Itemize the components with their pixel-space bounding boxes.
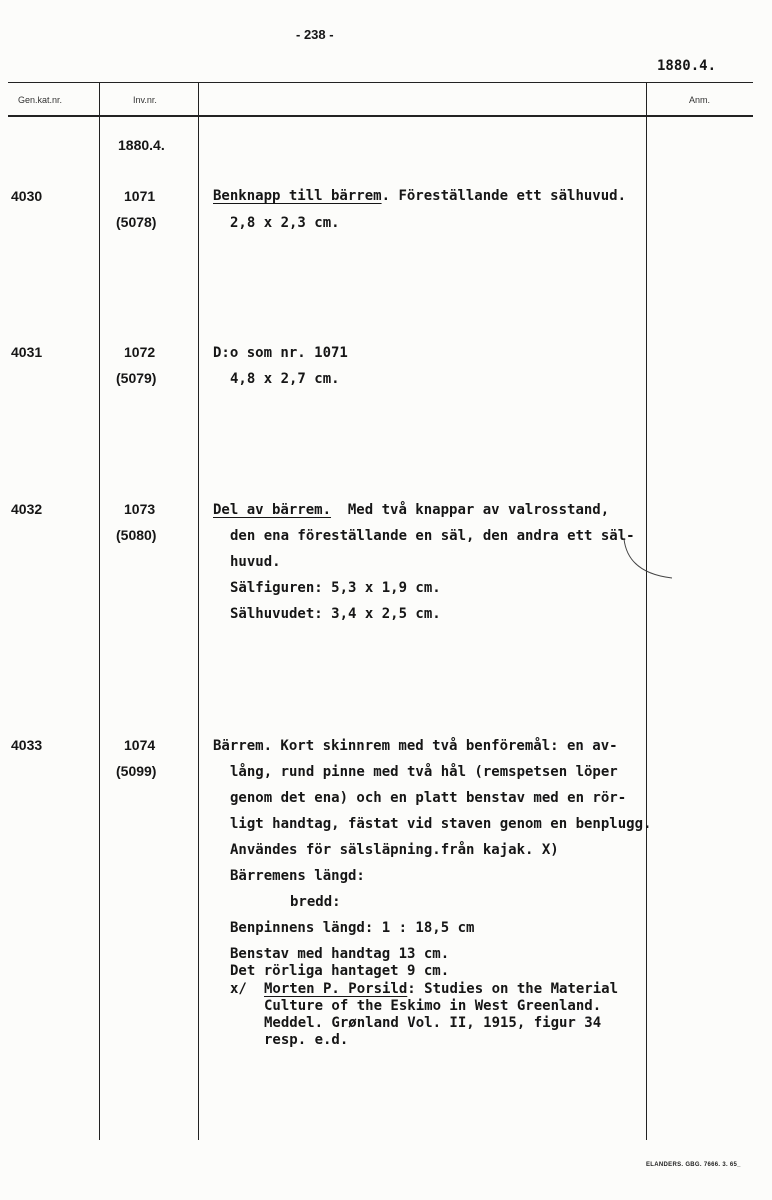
reference-title: : Studies on the Material: [407, 981, 619, 997]
old-inv-number: (5078): [116, 214, 157, 230]
entry-description: Användes för sälsläpning.från kajak. X): [230, 842, 559, 858]
inv-number: 1074: [124, 737, 156, 753]
gen-kat-number: 4032: [11, 501, 43, 517]
header-top-rule: [8, 82, 753, 83]
entry-measurement: Sälhuvudet: 3,4 x 2,5 cm.: [230, 606, 441, 622]
inv-number: 1072: [124, 344, 156, 360]
entry-measurement: Det rörliga hantaget 9 cm.: [230, 963, 450, 979]
column-divider-inv-text: [198, 82, 199, 1140]
entry-description: Bärrem. Kort skinnrem med två benföremål: en av-: [213, 738, 618, 754]
entry-measurement: Bärremens längd:: [230, 868, 365, 884]
footnote-reference: resp. e.d.: [264, 1032, 349, 1048]
reference-author: Morten P. Porsild: [264, 981, 408, 997]
entry-measurement: 4,8 x 2,7 cm.: [230, 371, 340, 387]
entry-description: Med två knappar av valrosstand,: [347, 502, 610, 518]
margin-pen-mark: [620, 535, 676, 580]
entry-description: den ena föreställande en säl, den andra ett säl-: [230, 528, 635, 544]
footnote-marker: x/: [230, 981, 247, 997]
entry-measurement: bredd:: [290, 894, 341, 910]
column-divider-text-anm: [646, 82, 647, 1140]
header-bottom-rule: [8, 115, 753, 117]
header-gen-kat-nr: Gen.kat.nr.: [18, 95, 63, 105]
page-number: - 238 -: [296, 27, 334, 42]
printer-imprint: ELANDERS. GBG. 7666. 3. 65_: [646, 1162, 741, 1168]
entry-measurement: 2,8 x 2,3 cm.: [230, 215, 340, 231]
old-inv-number: (5099): [116, 763, 157, 779]
entry-text-line: Benknapp till bärrem. Föreställande ett sälhuvud.: [213, 188, 627, 204]
page-year-marker: 1880.4.: [657, 58, 717, 74]
entry-text-line: [213, 502, 609, 518]
entry-measurement: Benpinnens längd: 1 : 18,5 cm: [230, 920, 475, 936]
entry-measurement: Sälfiguren: 5,3 x 1,9 cm.: [230, 580, 441, 596]
entry-measurement: Benstav med handtag 13 cm.: [230, 946, 450, 962]
entry-description: ligt handtag, fästat vid staven genom en benplugg.: [230, 816, 652, 832]
footnote-reference: Meddel. Grønland Vol. II, 1915, figur 34: [264, 1015, 602, 1031]
entry-title: Benknapp till bärrem: [213, 188, 382, 204]
column-divider-gen-inv: [99, 82, 100, 1140]
gen-kat-number: 4033: [11, 737, 43, 753]
old-inv-number: (5079): [116, 370, 157, 386]
footnote-reference: Culture of the Eskimo in West Greenland.: [264, 998, 602, 1014]
entry-description: genom det ena) och en platt benstav med en rör-: [230, 790, 627, 806]
header-inv-nr: Inv.nr.: [133, 95, 157, 105]
entry-description: lång, rund pinne med två hål (remspetsen löper: [230, 764, 618, 780]
entry-description: huvud.: [230, 554, 281, 570]
header-anm: Anm.: [689, 95, 711, 105]
gen-kat-number: 4030: [11, 188, 43, 204]
inv-number: 1073: [124, 501, 156, 517]
year-marker: 1880.4.: [118, 137, 165, 153]
gen-kat-number: 4031: [11, 344, 43, 360]
entry-title: Del av bärrem.: [213, 502, 332, 518]
entry-description: Föreställande ett sälhuvud.: [398, 188, 627, 204]
footnote-reference: [264, 981, 618, 997]
entry-description: D:o som nr. 1071: [213, 345, 348, 361]
old-inv-number: (5080): [116, 527, 157, 543]
inv-number: 1071: [124, 188, 156, 204]
